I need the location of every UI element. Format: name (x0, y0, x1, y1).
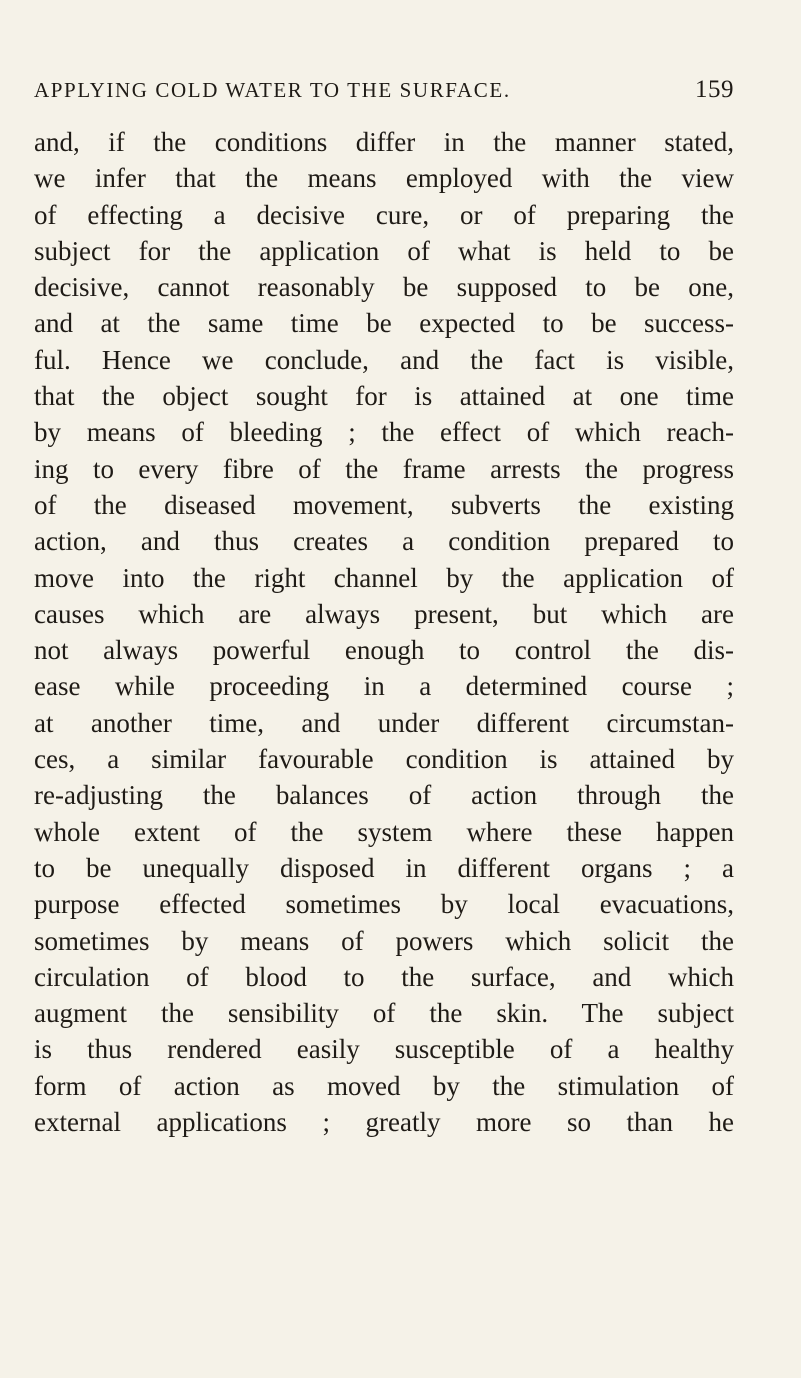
text-line: not always powerful enough to control the dis- (34, 635, 734, 666)
text-line: at another time, and under different circumstan- (34, 707, 734, 738)
page-number: 159 (695, 76, 734, 103)
text-line: move into the right channel by the application of (34, 562, 734, 593)
text-line: ing to every fibre of the frame arrests the progress (34, 453, 734, 484)
text-line: ease while proceeding in a determined course ; (34, 671, 734, 702)
text-line: that the object sought for is attained at one time (34, 381, 734, 412)
text-line: form of action as moved by the stimulation of (34, 1070, 734, 1101)
text-line: and at the same time be expected to be success- (34, 308, 734, 339)
text-line: purpose effected sometimes by local evacuations, (34, 889, 734, 920)
text-line: re-adjusting the balances of action through the (34, 780, 734, 811)
body-text (34, 124, 734, 1140)
running-head (34, 78, 734, 114)
text-line: causes which are always present, but which are (34, 598, 734, 629)
text-line: subject for the application of what is held to be (34, 235, 734, 266)
text-line: of effecting a decisive cure, or of preparing the (34, 199, 734, 230)
text-line: ces, a similar favourable condition is attained by (34, 744, 734, 775)
text-line: augment the sensibility of the skin. The subject (34, 998, 734, 1029)
text-line: decisive, cannot reasonably be supposed to be one, (34, 272, 734, 303)
text-line: by means of bleeding ; the effect of which reach- (34, 417, 734, 448)
text-line: is thus rendered easily susceptible of a healthy (34, 1034, 734, 1065)
text-line: ful. Hence we conclude, and the fact is visible, (34, 344, 734, 375)
text-line: whole extent of the system where these happen (34, 816, 734, 847)
text-line: to be unequally disposed in different organs ; a (34, 852, 734, 883)
text-line: action, and thus creates a condition prepared to (34, 526, 734, 557)
running-title: APPLYING COLD WATER TO THE SURFACE. (34, 78, 511, 102)
text-line: sometimes by means of powers which solicit the (34, 925, 734, 956)
text-line: and, if the conditions differ in the manner stated, (34, 127, 734, 157)
text-line: of the diseased movement, subverts the existing (34, 489, 734, 520)
text-line: external applications ; greatly more so than he (34, 1107, 734, 1138)
text-line: circulation of blood to the surface, and which (34, 961, 734, 992)
text-line: we infer that the means employed with the view (34, 163, 734, 194)
